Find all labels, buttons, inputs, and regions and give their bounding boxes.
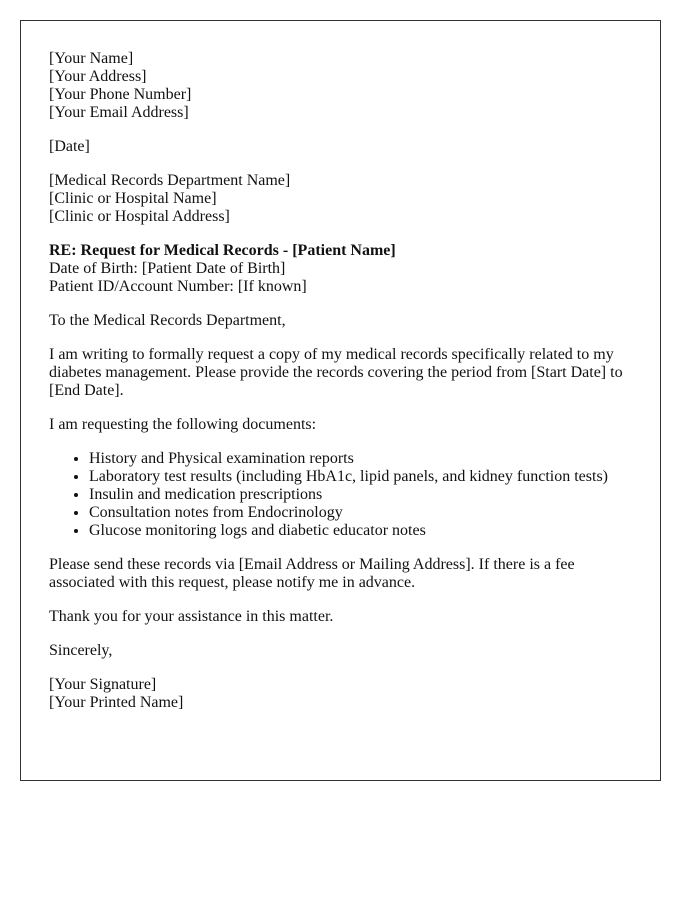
salutation: To the Medical Records Department, <box>49 312 286 329</box>
list-item: • History and Physical examination reports <box>89 450 632 468</box>
list-item: • Glucose monitoring logs and diabetic educator notes <box>89 522 632 540</box>
sender-email: [Your Email Address] <box>49 104 189 121</box>
list-item: • Laboratory test results (including HbA1c, lipid panels, and kidney function tests) <box>89 468 632 486</box>
delivery-paragraph: Please send these records via [Email Address or Mailing Address]. If there is a fee associated with this request, please notify me in advance. <box>49 556 575 591</box>
sender-block <box>49 50 632 122</box>
recipient-department: [Medical Records Department Name] <box>49 172 291 189</box>
signature-block <box>49 676 632 712</box>
recipient-clinic-name: [Clinic or Hospital Name] <box>49 190 217 207</box>
recipient-clinic-address: [Clinic or Hospital Address] <box>49 208 230 225</box>
subject-block <box>49 242 632 296</box>
list-item: • Insulin and medication prescriptions <box>89 486 632 504</box>
subject-dob-line: Date of Birth: [Patient Date of Birth] <box>49 260 286 277</box>
sender-name: [Your Name] <box>49 50 134 67</box>
valediction: Sincerely, <box>49 642 113 659</box>
letter-page <box>20 20 661 781</box>
list-intro-paragraph: I am requesting the following documents: <box>49 416 317 433</box>
list-item: • Consultation notes from Endocrinology <box>89 504 632 522</box>
printed-name: [Your Printed Name] <box>49 694 184 711</box>
date-block <box>49 138 632 156</box>
signature: [Your Signature] <box>49 676 157 693</box>
recipient-block <box>49 172 632 226</box>
sender-address: [Your Address] <box>49 68 147 85</box>
sender-phone: [Your Phone Number] <box>49 86 192 103</box>
intro-paragraph: I am writing to formally request a copy of my medical records specifically related to my diabetes management. Please provide the records covering the period from [Start Date] to [End Date]. <box>49 346 623 399</box>
letter-date: [Date] <box>49 138 90 155</box>
subject-patient-id-line: Patient ID/Account Number: [If known] <box>49 278 307 295</box>
thanks-paragraph: Thank you for your assistance in this matter. <box>49 608 334 625</box>
subject-re-line: RE: Request for Medical Records - [Patient Name] <box>49 242 396 259</box>
requested-documents-list <box>49 450 632 540</box>
